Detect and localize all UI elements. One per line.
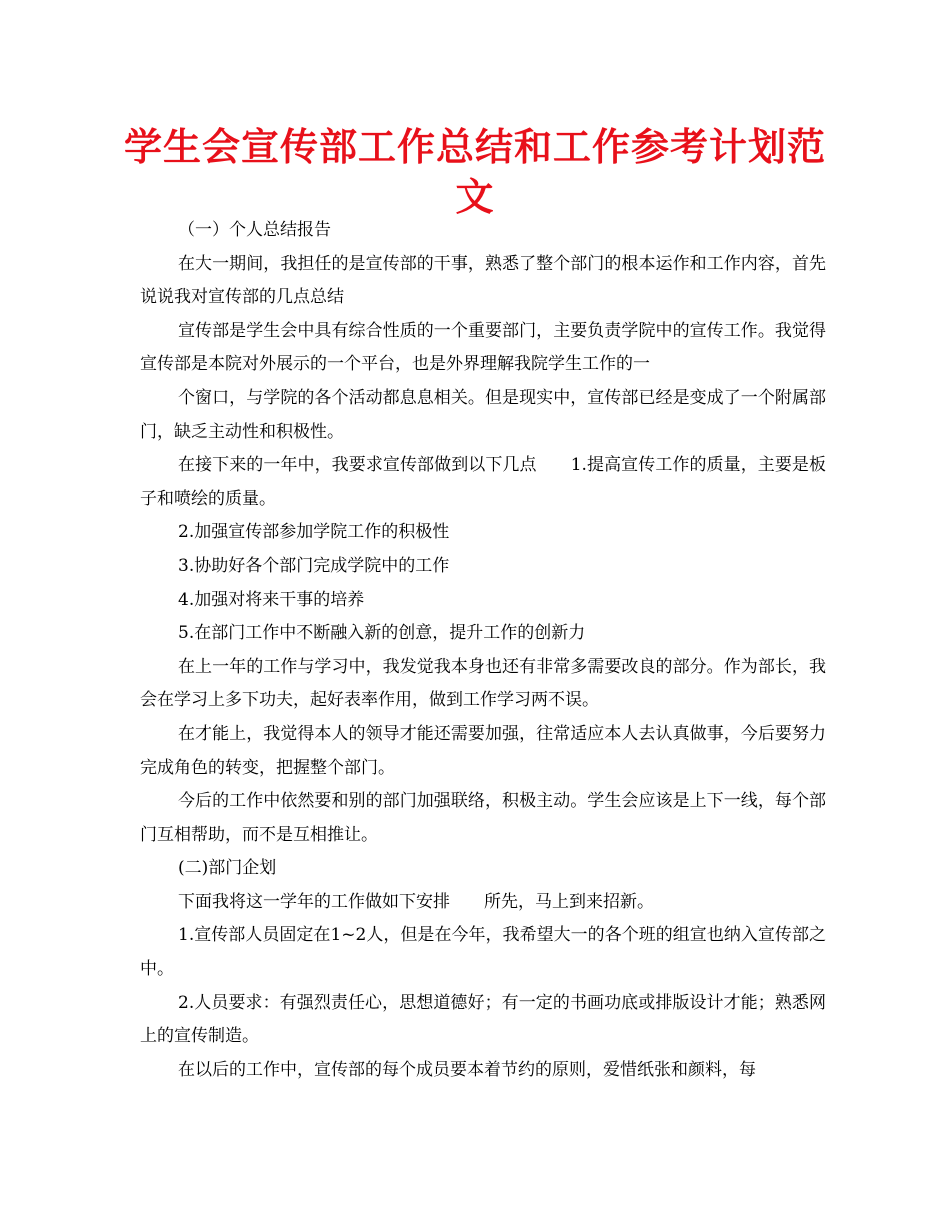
document-title: 学生会宣传部工作总结和工作参考计划范文 (123, 125, 826, 219)
list-item: 5.在部门工作中不断融入新的创意，提升工作的创新力 (178, 623, 586, 644)
section-heading-department-plan: (二)部门企划 (178, 858, 277, 879)
list-item: 1.宣传部人员固定在1~2人，但是在今年，我希望大一的各个班的组宣也纳入宣传部之中。 (140, 925, 826, 980)
paragraph: 宣传部是学生会中具有综合性质的一个重要部门，主要负责学院中的宣传工作。我觉得宣传部是本院对外展示的一个平台，也是外界理解我院学生工作的一 (140, 320, 826, 375)
paragraph: 在才能上，我觉得本人的领导才能还需要加强，往常适应本人去认真做事，今后要努力完成角色的转变，把握整个部门。 (140, 723, 826, 778)
list-item: 4.加强对将来干事的培养 (178, 589, 365, 610)
list-item: 2.加强宣传部参加学院工作的积极性 (178, 522, 450, 543)
section-heading-personal-summary: （一）个人总结报告 (178, 220, 331, 240)
paragraph: 个窗口，与学院的各个活动都息息相关。但是现实中，宣传部已经是变成了一个附属部门，缺乏主动性和积极性。 (140, 387, 826, 442)
paragraph: 在大一期间，我担任的是宣传部的干事，熟悉了整个部门的根本运作和工作内容，首先说说我对宣传部的几点总结 (140, 253, 826, 308)
paragraph: 在上一年的工作与学习中，我发觉我本身也还有非常多需要改良的部分。作为部长，我会在学习上多下功夫，起好表率作用，做到工作学习两不误。 (140, 656, 826, 711)
list-item: 2.人员要求：有强烈责任心，思想道德好；有一定的书画功底或排版设计才能；熟悉网上的宣传制造。 (140, 992, 826, 1047)
paragraph: 今后的工作中依然要和别的部门加强联络，积极主动。学生会应该是上下一线，每个部门互相帮助，而不是互相推让。 (140, 791, 826, 845)
paragraph: 在以后的工作中，宣传部的每个成员要本着节约的原则，爱惜纸张和颜料，每 (178, 1059, 756, 1080)
paragraph: 在接下来的一年中，我要求宣传部做到以下几点 1.提高宣传工作的质量，主要是板子和喷绘的质量。 (140, 455, 826, 509)
document-body (140, 214, 826, 1087)
list-item: 3.协助好各个部门完成学院中的工作 (178, 555, 450, 576)
paragraph: 下面我将这一学年的工作做如下安排 所先，马上到来招新。 (178, 891, 654, 912)
